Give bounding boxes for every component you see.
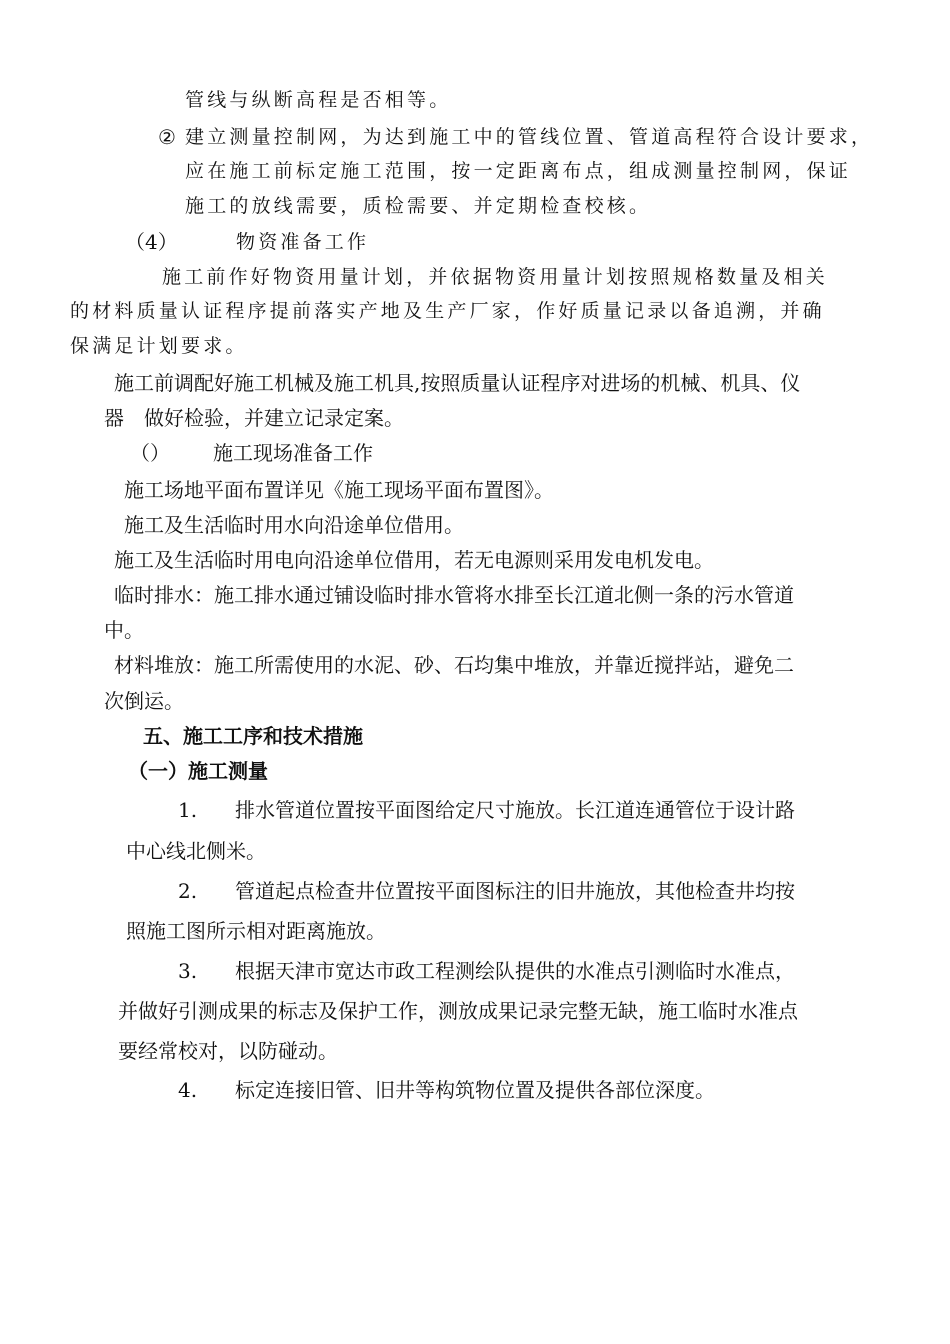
text-line: 材料堆放：施工所需使用的水泥、砂、石均集中堆放，并靠近搅拌站，避免二 — [114, 653, 794, 677]
text-line: 应在施工前标定施工范围，按一定距离布点，组成测量控制网，保证 — [185, 160, 852, 182]
section-title: 物资准备工作 — [236, 231, 370, 253]
sub-heading: （一）施工测量 — [128, 759, 268, 783]
text-line: 施工及生活临时用电向沿途单位借用，若无电源则采用发电机发电。 — [114, 548, 714, 572]
text-line: 器 做好检验，并建立记录定案。 — [104, 406, 404, 430]
text-line: 次倒运。 — [104, 689, 184, 713]
section-number: （） — [130, 441, 170, 465]
text-line: 中心线北侧米。 — [126, 839, 266, 863]
item-marker: ② — [158, 125, 176, 149]
text-line: 的材料质量认证程序提前落实产地及生产厂家，作好质量记录以备追溯，并确 — [70, 300, 825, 322]
text-line: 建立测量控制网，为达到施工中的管线位置、管道高程符合设计要求， — [185, 126, 874, 148]
text-line: 排水管道位置按平面图给定尺寸施放。长江道连通管位于设计路 — [235, 798, 795, 822]
text-line: 要经常校对，以防碰动。 — [118, 1039, 338, 1063]
chapter-heading: 五、施工工序和技术措施 — [143, 724, 363, 748]
section-number: （4） — [125, 230, 178, 254]
text-line: 中。 — [104, 618, 144, 642]
list-number: 1. — [178, 798, 198, 822]
text-line: 管道起点检查井位置按平面图标注的旧井施放，其他检查井均按 — [235, 879, 795, 903]
text-line: 标定连接旧管、旧井等构筑物位置及提供各部位深度。 — [235, 1078, 715, 1102]
text-line: 施工前调配好施工机械及施工机具,按照质量认证程序对进场的机械、机具、仪 — [114, 371, 801, 395]
list-number: 3. — [178, 959, 198, 983]
list-number: 4. — [178, 1078, 198, 1102]
text-line: 照施工图所示相对距离施放。 — [126, 919, 386, 943]
text-line: 管线与纵断高程是否相等。 — [185, 89, 452, 111]
list-number: 2. — [178, 879, 198, 903]
text-line: 根据天津市宽达市政工程测绘队提供的水准点引测临时水准点， — [235, 959, 795, 983]
text-line: 施工前作好物资用量计划，并依据物资用量计划按照规格数量及相关 — [162, 266, 829, 288]
text-line: 施工及生活临时用水向沿途单位借用。 — [124, 513, 464, 537]
text-line: 并做好引测成果的标志及保护工作，测放成果记录完整无缺，施工临时水准点 — [118, 999, 798, 1023]
section-title: 施工现场准备工作 — [213, 441, 373, 465]
text-line: 施工的放线需要，质检需要、并定期检查校核。 — [185, 195, 652, 217]
text-line: 临时排水：施工排水通过铺设临时排水管将水排至长江道北侧一条的污水管道 — [114, 583, 794, 607]
text-line: 保满足计划要求。 — [70, 335, 248, 357]
text-line: 施工场地平面布置详见《施工现场平面布置图》。 — [124, 478, 554, 502]
